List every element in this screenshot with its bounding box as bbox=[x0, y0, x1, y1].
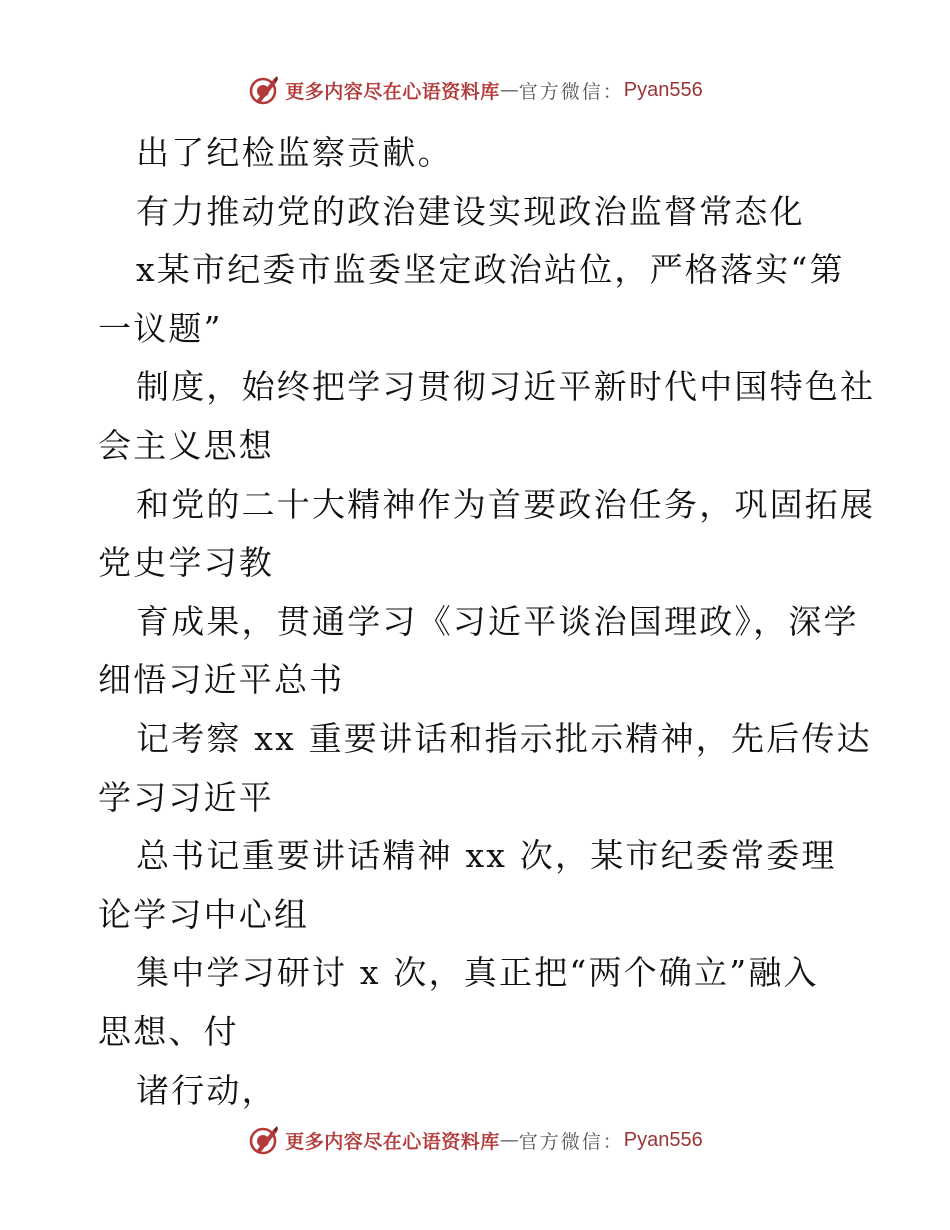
text-line: 论学习中心组 bbox=[98, 894, 310, 934]
text-line: 思想、付 bbox=[98, 1011, 239, 1051]
text-line: 一议题” bbox=[98, 308, 223, 348]
text-line: 总书记重要讲话精神 xx 次，某市纪委常委理 bbox=[136, 836, 837, 876]
banner-wechat-id: Pyan556 bbox=[623, 1128, 703, 1151]
banner-wechat-label: 官方微信： bbox=[518, 1130, 624, 1153]
text-line: 党史学习教 bbox=[98, 543, 274, 583]
text-line: 学习习近平 bbox=[98, 777, 274, 817]
text-line: 会主义思想 bbox=[98, 425, 274, 465]
header-banner bbox=[0, 72, 950, 108]
banner-wechat-id: Pyan556 bbox=[623, 78, 703, 101]
banner-promo-text: 更多内容尽在心语资料库 bbox=[285, 1130, 500, 1153]
section-heading: 有力推动党的政治建设实现政治监督常态化 bbox=[136, 191, 805, 231]
pen-logo-icon bbox=[247, 1124, 279, 1156]
document-body bbox=[98, 124, 876, 1120]
text-line: 诸行动， bbox=[136, 1070, 277, 1110]
text-line: 细悟习近平总书 bbox=[98, 660, 345, 700]
text-line: 制度，始终把学习贯彻习近平新时代中国特色社 bbox=[136, 367, 876, 407]
text-line: 和党的二十大精神作为首要政治任务，巩固拓展 bbox=[136, 484, 876, 524]
text-line: 记考察 xx 重要讲话和指示批示精神，先后传达 bbox=[136, 718, 872, 758]
text-line: 出了纪检监察贡献。 bbox=[136, 133, 453, 172]
banner-wechat-label: 官方微信： bbox=[518, 80, 624, 103]
footer-banner bbox=[0, 1122, 950, 1158]
banner-dash: — bbox=[499, 1129, 519, 1151]
pen-logo-icon bbox=[247, 74, 279, 106]
banner-promo-text: 更多内容尽在心语资料库 bbox=[285, 80, 500, 103]
banner-dash: — bbox=[499, 79, 519, 101]
text-line: 集中学习研讨 x 次，真正把“两个确立”融入 bbox=[136, 953, 819, 993]
text-line: 育成果，贯通学习《习近平谈治国理政》，深学 bbox=[136, 601, 859, 641]
text-line: x某市纪委市监委坚定政治站位，严格落实“第 bbox=[136, 250, 845, 290]
